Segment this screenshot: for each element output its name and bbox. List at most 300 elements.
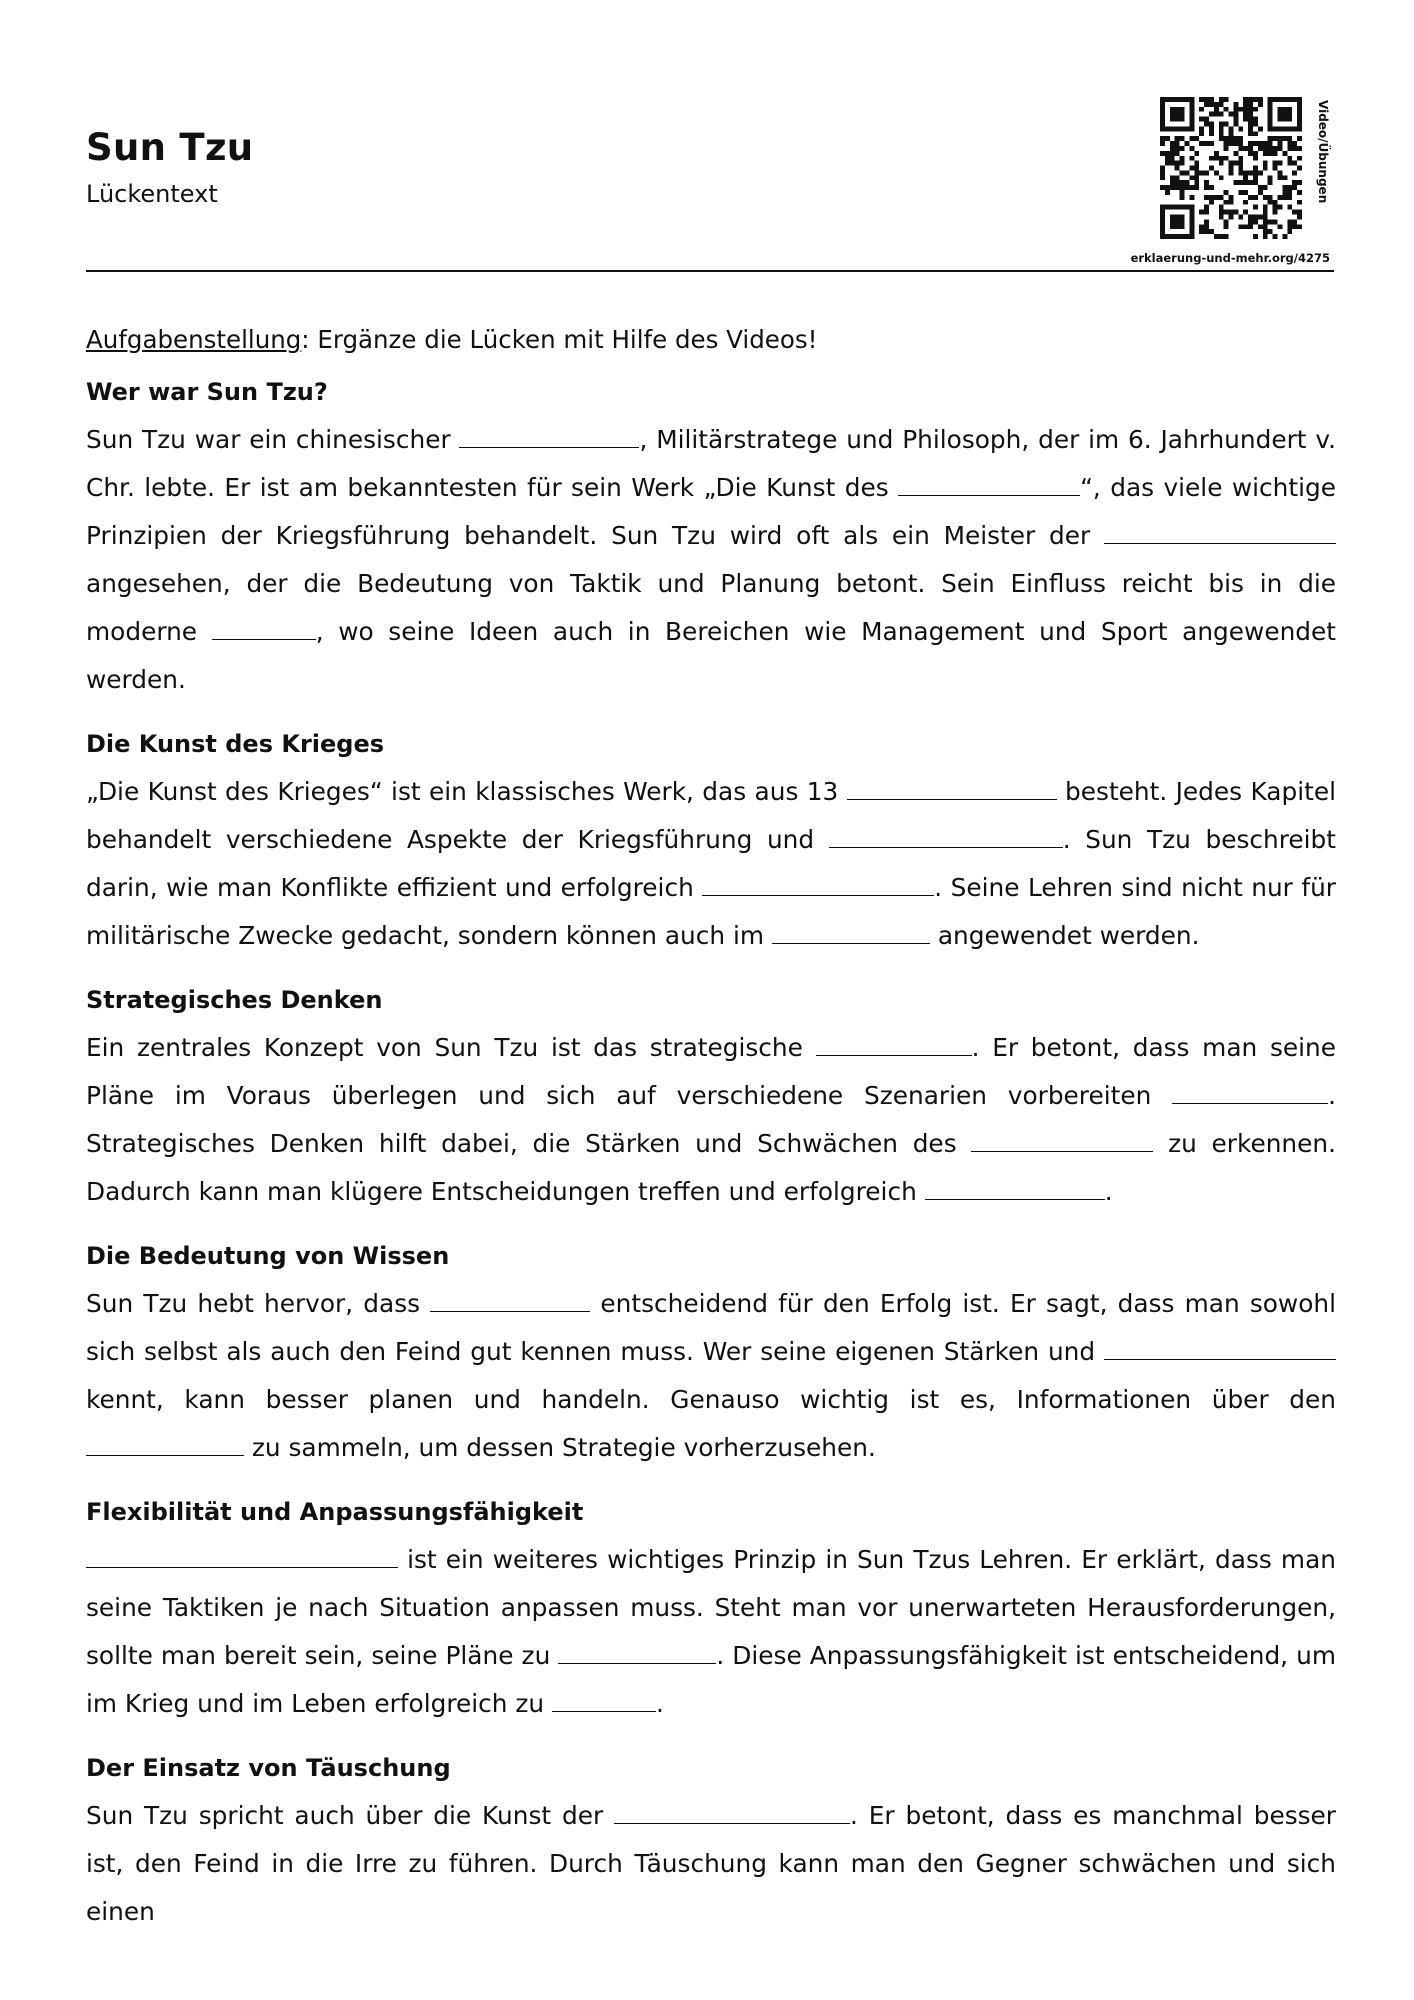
qr-module (1175, 112, 1180, 117)
qr-module (1229, 126, 1234, 131)
qr-module (1292, 126, 1297, 131)
qr-module (1209, 166, 1214, 171)
qr-module (1204, 229, 1209, 234)
qr-module (1248, 151, 1253, 156)
qr-module (1292, 180, 1297, 185)
qr-module (1214, 107, 1219, 112)
qr-module (1204, 180, 1209, 185)
blank-field[interactable] (614, 1822, 850, 1824)
blank-field[interactable] (898, 494, 1080, 496)
blank-field[interactable] (971, 1150, 1153, 1152)
qr-module (1273, 234, 1278, 239)
qr-module (1170, 112, 1175, 117)
section-text (86, 1792, 1336, 1936)
task-label: Aufgabenstellung (86, 325, 302, 354)
qr-module (1287, 219, 1292, 224)
blank-field[interactable] (702, 894, 934, 896)
qr-module (1170, 97, 1175, 102)
qr-module (1253, 156, 1258, 161)
qr-module (1184, 97, 1189, 102)
qr-module (1189, 229, 1194, 234)
qr-module (1238, 146, 1243, 151)
qr-module (1248, 180, 1253, 185)
blank-field[interactable] (1104, 1358, 1336, 1360)
qr-module (1184, 126, 1189, 131)
qr-module (1238, 224, 1243, 229)
qr-module (1170, 224, 1175, 229)
qr-module (1263, 185, 1268, 190)
qr-module (1263, 205, 1268, 210)
qr-module (1282, 234, 1287, 239)
qr-module (1160, 215, 1165, 220)
qr-module (1248, 224, 1253, 229)
qr-module (1180, 170, 1185, 175)
qr-module (1160, 97, 1165, 102)
qr-module (1229, 131, 1234, 136)
qr-module (1253, 215, 1258, 220)
qr-module (1189, 107, 1194, 112)
text-segment: . Seine Lehren sind nicht nur für militärische Zwecke gedacht, sondern können auch im (86, 873, 1336, 950)
qr-module (1160, 224, 1165, 229)
qr-module (1268, 175, 1273, 180)
qr-module (1238, 190, 1243, 195)
qr-module (1253, 97, 1258, 102)
qr-module (1209, 185, 1214, 190)
qr-module (1233, 180, 1238, 185)
qr-module (1189, 215, 1194, 220)
qr-module (1297, 107, 1302, 112)
qr-module (1282, 185, 1287, 190)
qr-module (1209, 121, 1214, 126)
qr-module (1189, 210, 1194, 215)
qr-module (1170, 141, 1175, 146)
qr-module (1165, 136, 1170, 141)
qr-module (1253, 205, 1258, 210)
qr-module (1180, 97, 1185, 102)
qr-module (1248, 97, 1253, 102)
qr-module (1189, 219, 1194, 224)
qr-module (1204, 195, 1209, 200)
qr-module (1263, 151, 1268, 156)
blank-field[interactable] (1172, 1102, 1328, 1104)
section-heading: Die Kunst des Krieges (86, 730, 385, 758)
qr-module (1273, 146, 1278, 151)
qr-module (1263, 224, 1268, 229)
text-segment: . (655, 1689, 664, 1718)
qr-module (1258, 190, 1263, 195)
qr-module (1233, 117, 1238, 122)
qr-module (1253, 117, 1258, 122)
qr-module (1180, 117, 1185, 122)
qr-module (1204, 224, 1209, 229)
qr-module (1287, 107, 1292, 112)
qr-module (1297, 146, 1302, 151)
qr-module (1238, 166, 1243, 171)
qr-module (1248, 121, 1253, 126)
qr-module (1263, 166, 1268, 171)
qr-module (1243, 107, 1248, 112)
qr-module (1204, 219, 1209, 224)
qr-module (1263, 146, 1268, 151)
qr-module (1282, 190, 1287, 195)
qr-module (1170, 126, 1175, 131)
qr-module (1238, 161, 1243, 166)
qr-module (1287, 117, 1292, 122)
qr-module (1175, 219, 1180, 224)
qr-module (1224, 210, 1229, 215)
qr-module (1170, 156, 1175, 161)
qr-module (1170, 215, 1175, 220)
qr-module (1287, 224, 1292, 229)
qr-module (1175, 97, 1180, 102)
qr-module (1199, 126, 1204, 131)
qr-module (1282, 175, 1287, 180)
qr-module (1233, 141, 1238, 146)
qr-module (1189, 175, 1194, 180)
blank-field[interactable] (552, 1710, 656, 1712)
qr-module (1297, 210, 1302, 215)
qr-module (1160, 219, 1165, 224)
section-text (86, 1536, 1336, 1728)
qr-module (1238, 136, 1243, 141)
qr-module (1209, 112, 1214, 117)
qr-module (1282, 107, 1287, 112)
qr-module (1292, 185, 1297, 190)
qr-module (1189, 185, 1194, 190)
qr-module (1278, 112, 1283, 117)
qr-module (1224, 136, 1229, 141)
qr-module (1248, 215, 1253, 220)
qr-module (1278, 141, 1283, 146)
qr-module (1224, 156, 1229, 161)
qr-module (1243, 146, 1248, 151)
qr-module (1258, 97, 1263, 102)
qr-module (1180, 190, 1185, 195)
qr-module (1219, 97, 1224, 102)
section-text (86, 1024, 1336, 1216)
qr-module (1287, 97, 1292, 102)
qr-module (1233, 210, 1238, 215)
qr-module (1224, 219, 1229, 224)
section (86, 1233, 1336, 1472)
qr-module (1297, 126, 1302, 131)
blank-field[interactable] (925, 1198, 1105, 1200)
qr-module (1253, 195, 1258, 200)
qr-module (1219, 121, 1224, 126)
qr-module (1204, 97, 1209, 102)
qr-module (1160, 126, 1165, 131)
qr-module (1263, 210, 1268, 215)
blank-field[interactable] (558, 1662, 716, 1664)
qr-module (1175, 224, 1180, 229)
qr-module (1180, 156, 1185, 161)
text-segment: Ein zentrales Konzept von Sun Tzu ist das strategische (86, 1033, 816, 1062)
qr-module (1243, 97, 1248, 102)
qr-module (1258, 215, 1263, 220)
qr-module (1175, 151, 1180, 156)
qr-module (1273, 161, 1278, 166)
qr-module (1170, 175, 1175, 180)
blank-field[interactable] (1104, 542, 1336, 544)
qr-module (1170, 146, 1175, 151)
qr-module (1297, 112, 1302, 117)
qr-module (1287, 185, 1292, 190)
qr-module (1297, 121, 1302, 126)
qr-module (1184, 185, 1189, 190)
qr-module (1199, 210, 1204, 215)
section-heading: Die Bedeutung von Wissen (86, 1242, 450, 1270)
qr-module (1273, 200, 1278, 205)
qr-module (1189, 97, 1194, 102)
qr-module (1189, 146, 1194, 151)
qr-module (1273, 210, 1278, 215)
qr-module (1170, 234, 1175, 239)
qr-module (1175, 175, 1180, 180)
text-segment: Sun Tzu hebt hervor, dass (86, 1289, 431, 1318)
qr-module (1224, 97, 1229, 102)
qr-module (1180, 161, 1185, 166)
qr-module (1165, 126, 1170, 131)
qr-module (1165, 97, 1170, 102)
qr-module (1204, 210, 1209, 215)
qr-module (1219, 210, 1224, 215)
blank-field[interactable] (829, 846, 1063, 848)
qr-module (1297, 117, 1302, 122)
text-segment: besteht. Jedes Kapitel behandelt verschiedene Aspekte der Kriegsführung und (86, 777, 1336, 854)
qr-module (1214, 195, 1219, 200)
qr-module (1219, 215, 1224, 220)
qr-module (1180, 126, 1185, 131)
qr-module (1287, 156, 1292, 161)
qr-module (1180, 219, 1185, 224)
qr-module (1204, 185, 1209, 190)
blank-field[interactable] (86, 1566, 398, 1568)
text-segment: Sun Tzu spricht auch über die Kunst der (86, 1801, 615, 1830)
qr-module (1209, 126, 1214, 131)
blank-field[interactable] (212, 638, 316, 640)
qr-module (1189, 102, 1194, 107)
section (86, 1745, 1336, 1936)
qr-module (1263, 161, 1268, 166)
qr-module (1160, 112, 1165, 117)
header-divider (86, 270, 1334, 272)
qr-module (1219, 195, 1224, 200)
qr-module (1278, 136, 1283, 141)
qr-module (1297, 97, 1302, 102)
qr-module (1224, 224, 1229, 229)
qr-module (1160, 205, 1165, 210)
qr-module (1282, 195, 1287, 200)
qr-module (1209, 229, 1214, 234)
qr-module (1175, 205, 1180, 210)
qr-module (1258, 185, 1263, 190)
qr-module (1165, 156, 1170, 161)
qr-module (1273, 97, 1278, 102)
qr-module (1248, 146, 1253, 151)
qr-module (1243, 102, 1248, 107)
qr-module (1160, 136, 1165, 141)
qr-module (1165, 185, 1170, 190)
qr-module (1189, 166, 1194, 171)
qr-module (1224, 107, 1229, 112)
qr-module (1199, 97, 1204, 102)
qr-module (1180, 215, 1185, 220)
text-segment: , Militärstratege und Philosoph, der im 6. Jahrhundert v. Chr. lebte. Er ist am bekanntesten für sein Werk „Die Kunst des (86, 425, 1336, 502)
text-segment: . (1104, 1177, 1113, 1206)
qr-module (1278, 161, 1283, 166)
qr-module (1243, 117, 1248, 122)
qr-module (1292, 210, 1297, 215)
qr-module (1204, 121, 1209, 126)
qr-module (1165, 151, 1170, 156)
blank-field[interactable] (430, 1310, 590, 1312)
qr-module (1292, 141, 1297, 146)
qr-module (1258, 146, 1263, 151)
qr-module (1194, 175, 1199, 180)
qr-module (1253, 180, 1258, 185)
qr-module (1287, 141, 1292, 146)
qr-module (1194, 136, 1199, 141)
qr-module (1199, 117, 1204, 122)
qr-module (1253, 170, 1258, 175)
qr-module (1219, 156, 1224, 161)
qr-module (1180, 180, 1185, 185)
text-segment: angesehen, der die Bedeutung von Taktik und Planung betont. Sein Einfluss reicht bis in die moderne (86, 569, 1336, 646)
qr-module (1238, 141, 1243, 146)
section-text (86, 1280, 1336, 1472)
qr-module (1214, 234, 1219, 239)
qr-module (1278, 170, 1283, 175)
qr-module (1189, 126, 1194, 131)
qr-module (1160, 141, 1165, 146)
qr-module (1194, 166, 1199, 171)
qr-module (1219, 175, 1224, 180)
qr-module (1278, 97, 1283, 102)
qr-module (1160, 175, 1165, 180)
text-segment: Sun Tzu war ein chinesischer (86, 425, 460, 454)
qr-module (1184, 170, 1189, 175)
qr-module (1229, 141, 1234, 146)
qr-module (1229, 195, 1234, 200)
qr-module (1199, 229, 1204, 234)
qr-module (1282, 151, 1287, 156)
qr-module (1175, 215, 1180, 220)
qr-module (1209, 156, 1214, 161)
blank-field[interactable] (816, 1054, 972, 1056)
qr-module (1268, 112, 1273, 117)
qr-module (1189, 112, 1194, 117)
qr-module (1278, 195, 1283, 200)
qr-module (1224, 200, 1229, 205)
blank-field[interactable] (459, 446, 639, 448)
qr-module (1204, 117, 1209, 122)
qr-module (1175, 117, 1180, 122)
qr-module (1189, 136, 1194, 141)
qr-module (1268, 200, 1273, 205)
qr-module (1204, 170, 1209, 175)
qr-module (1297, 102, 1302, 107)
qr-module (1194, 180, 1199, 185)
qr-module (1278, 107, 1283, 112)
qr-module (1189, 205, 1194, 210)
task-instruction (86, 322, 1336, 358)
qr-module (1268, 151, 1273, 156)
qr-module (1268, 219, 1273, 224)
qr-module (1224, 190, 1229, 195)
blank-field[interactable] (772, 942, 930, 944)
qr-module (1248, 141, 1253, 146)
section (86, 369, 1336, 704)
qr-module (1273, 205, 1278, 210)
section (86, 1489, 1336, 1728)
qr-module (1297, 136, 1302, 141)
section (86, 721, 1336, 960)
qr-module (1170, 219, 1175, 224)
qr-module (1297, 190, 1302, 195)
qr-module (1233, 161, 1238, 166)
qr-module (1219, 136, 1224, 141)
qr-module (1268, 195, 1273, 200)
qr-module (1253, 175, 1258, 180)
qr-module (1170, 161, 1175, 166)
qr-module (1170, 185, 1175, 190)
qr-module (1209, 200, 1214, 205)
qr-module (1209, 141, 1214, 146)
qr-module (1170, 151, 1175, 156)
qr-module (1219, 234, 1224, 239)
qr-module (1248, 112, 1253, 117)
qr-module (1243, 224, 1248, 229)
text-segment: . Diese Anpassungsfähigkeit ist entscheidend, um im Krieg und im Leben erfolgreich zu (86, 1641, 1337, 1718)
qr-module (1268, 229, 1273, 234)
qr-module (1189, 234, 1194, 239)
qr-code[interactable] (1160, 97, 1302, 239)
qr-module (1287, 112, 1292, 117)
qr-module (1263, 215, 1268, 220)
qr-module (1258, 126, 1263, 131)
qr-module (1219, 102, 1224, 107)
qr-module (1273, 151, 1278, 156)
qr-module (1170, 180, 1175, 185)
qr-module (1253, 107, 1258, 112)
qr-module (1204, 205, 1209, 210)
qr-module (1175, 126, 1180, 131)
qr-module (1189, 224, 1194, 229)
qr-module (1292, 161, 1297, 166)
qr-module (1189, 156, 1194, 161)
qr-module (1282, 126, 1287, 131)
qr-module (1224, 234, 1229, 239)
qr-module (1224, 146, 1229, 151)
qr-module (1214, 112, 1219, 117)
section-heading: Strategisches Denken (86, 986, 383, 1014)
qr-module (1160, 166, 1165, 171)
qr-module (1268, 97, 1273, 102)
qr-module (1209, 195, 1214, 200)
qr-module (1268, 121, 1273, 126)
blank-field[interactable] (86, 1454, 244, 1456)
qr-url-link[interactable]: erklaerung-und-mehr.org/4275 (1130, 251, 1330, 265)
qr-module (1253, 141, 1258, 146)
section-heading: Der Einsatz von Täuschung (86, 1754, 451, 1782)
blank-field[interactable] (847, 798, 1057, 800)
worksheet-subtitle: Lückentext (86, 180, 218, 208)
qr-module (1297, 156, 1302, 161)
qr-module (1233, 107, 1238, 112)
qr-module (1170, 117, 1175, 122)
qr-module (1268, 107, 1273, 112)
qr-module (1238, 170, 1243, 175)
